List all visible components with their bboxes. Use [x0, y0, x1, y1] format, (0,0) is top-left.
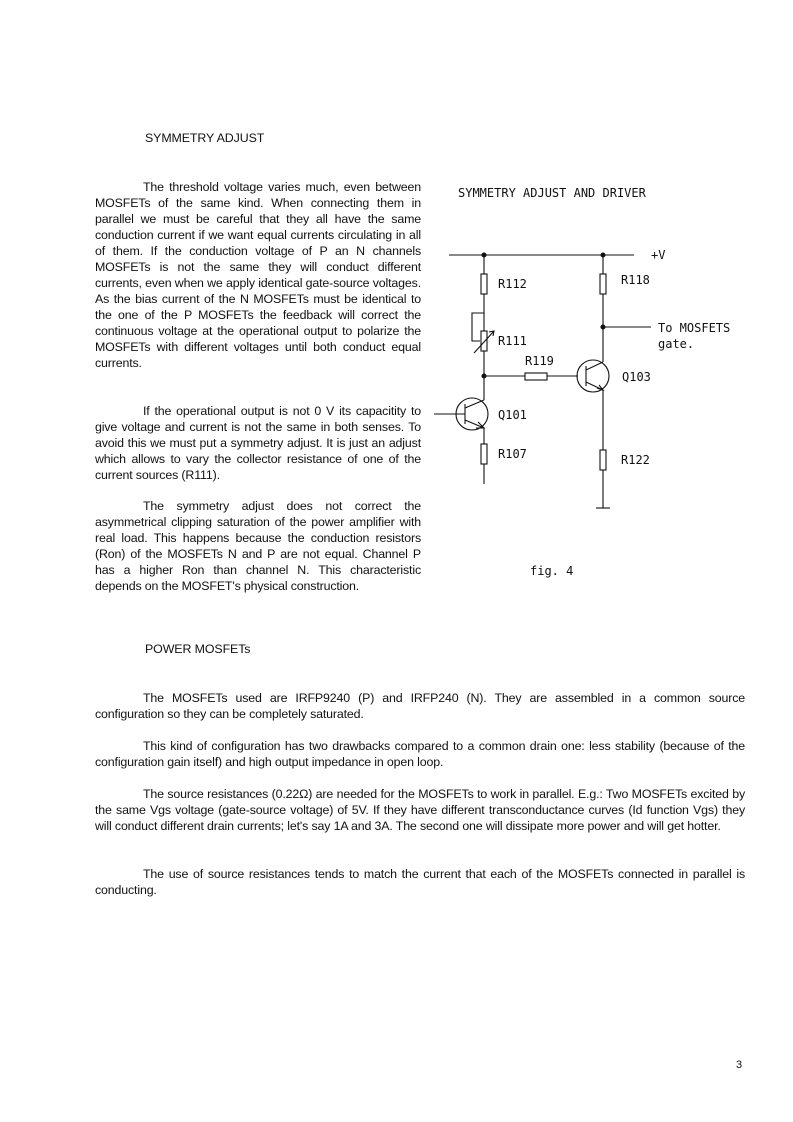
label-r119: R119	[525, 354, 554, 368]
label-q101: Q101	[498, 408, 527, 422]
paragraph-threshold-voltage: The threshold voltage varies much, even between MOSFETs of the same kind. When connecting them in parallel we must be careful that they all have the same conduction current if we want equal currents circulating in all of them. If the conduction voltage of P an N channels MOSFETs is not the same they will conduct different currents, even when we apply identical gate-source voltages. As the bias current of the N MOSFETs must be identical to the one of the P MOSFETs the feedback will correct the continuous voltage at the operational output to polarize the MOSFETs with different voltages until both conduct equal currents.	[95, 180, 421, 370]
resistor-r122	[600, 450, 606, 470]
paragraph-source-resistances: The source resistances (0.22Ω) are needed for the MOSFETs to work in parallel. E.g.: Two MOSFETs excited by the same Vgs voltage (gate-source voltage) of 5V. If they have different transconductance curves (Id function Vgs) they will conduct different drain currents; let's say 1A and 3A. The second one will dissipate more power and will get hotter.	[95, 787, 745, 833]
label-q103: Q103	[622, 370, 651, 384]
label-r107: R107	[498, 447, 527, 461]
output-label-line2: gate.	[658, 337, 695, 351]
paragraph-mosfets-used: The MOSFETs used are IRFP9240 (P) and IRFP240 (N). They are assembled in a common source configuration so they can be completely saturated.	[95, 691, 745, 721]
resistor-r107	[481, 444, 487, 464]
resistor-r118	[600, 274, 606, 294]
output-label-line1: To MOSFETS	[658, 321, 731, 335]
paragraph-operational-output: If the operational output is not 0 V its capacitity to give voltage and current is not the same in both senses. To avoid this we must put a symmetry adjust. It is just an adjust which allows to vary the collector resistance of one of the current sources (R111).	[95, 404, 421, 482]
resistor-r112	[481, 274, 487, 294]
label-r111: R111	[498, 334, 527, 348]
paragraph-current-matching: The use of source resistances tends to match the current that each of the MOSFETs connected in parallel is conducting.	[95, 867, 745, 897]
transistor-q103	[577, 360, 609, 392]
label-r118: R118	[621, 273, 650, 287]
label-r112: R112	[498, 277, 527, 291]
paragraph-configuration-drawbacks: This kind of configuration has two drawbacks compared to a common drain one: less stability (because of the configuration gain itself) and high output impedance in open loop.	[95, 739, 745, 769]
label-r122: R122	[621, 453, 650, 467]
figure-caption: fig. 4	[530, 564, 574, 578]
section-heading-power-mosfets: POWER MOSFETs	[145, 642, 251, 656]
section-heading-symmetry-adjust: SYMMETRY ADJUST	[145, 131, 265, 145]
paragraph-asymmetrical-clipping: The symmetry adjust does not correct the asymmetrical clipping saturation of the power amplifier with real load. This happens because the conduction resistors (Ron) of the MOSFETs N and P are not equal. Channel P has a higher Ron than channel N. This characteristic depends on the MOSFET's physical construction.	[95, 499, 421, 593]
figure-title: SYMMETRY ADJUST AND DRIVER	[458, 186, 646, 200]
supply-label: +V	[651, 248, 666, 262]
resistor-r119	[525, 373, 547, 380]
page-number: 3	[736, 1059, 743, 1071]
resistor-r111	[481, 331, 487, 351]
